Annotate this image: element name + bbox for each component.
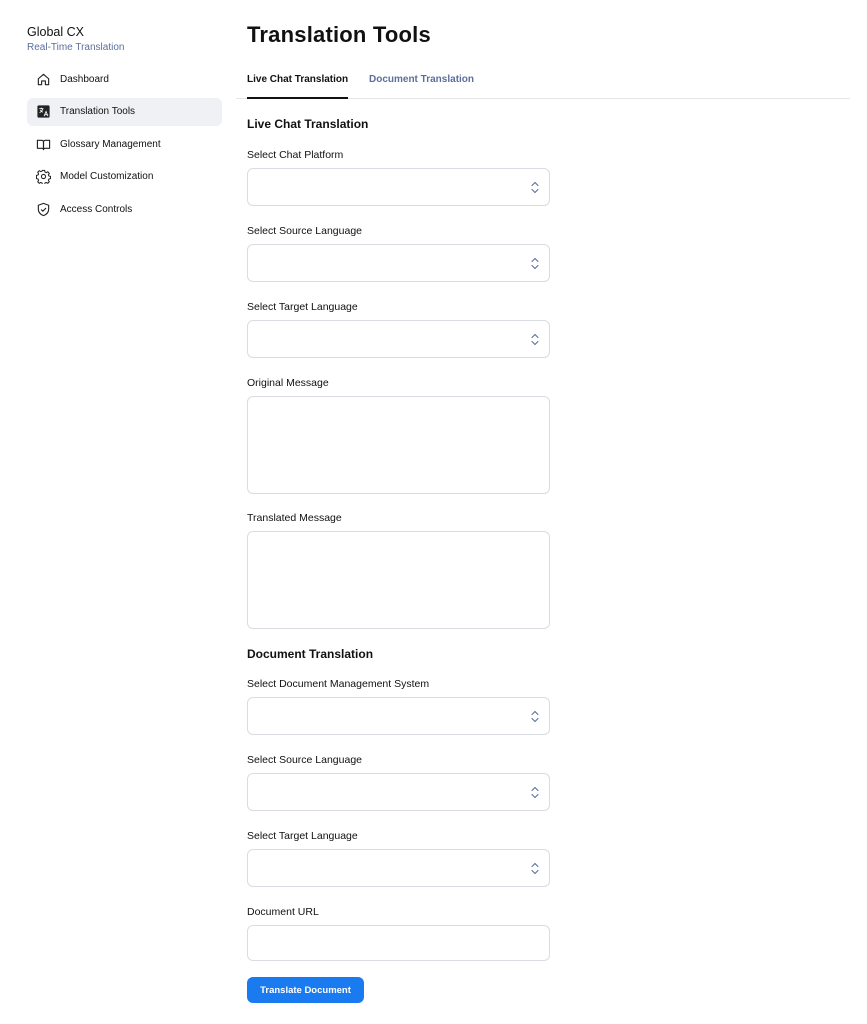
sidebar-item-label: Access Controls (60, 203, 133, 215)
page-title: Translation Tools (247, 22, 431, 47)
sidebar-item-access-controls[interactable] (27, 195, 222, 223)
original-message-textarea[interactable] (247, 396, 550, 494)
sidebar-item-label: Model Customization (60, 171, 154, 182)
chevron-up-down-icon (530, 256, 540, 271)
gear-icon (36, 169, 51, 184)
doc-target-language-label: Select Target Language (247, 830, 358, 842)
tab-live-chat-translation[interactable]: Live Chat Translation (247, 64, 348, 99)
sidebar-item-label: Glossary Management (60, 138, 161, 150)
chevron-up-down-icon (530, 785, 540, 800)
document-url-label: Document URL (247, 906, 319, 918)
sidebar-item-label: Dashboard (60, 73, 109, 85)
translated-message-label: Translated Message (247, 512, 342, 524)
chevron-up-down-icon (530, 180, 540, 195)
sidebar (0, 0, 236, 1024)
tab-bar (236, 64, 850, 99)
live-chat-heading: Live Chat Translation (247, 117, 369, 131)
sidebar-item-translation-tools[interactable] (27, 98, 222, 126)
sidebar-item-dashboard[interactable] (27, 65, 222, 93)
chat-platform-select[interactable] (247, 168, 550, 206)
sidebar-item-glossary-management[interactable] (27, 130, 222, 158)
doc-source-language-label: Select Source Language (247, 754, 363, 766)
tab-document-translation[interactable]: Document Translation (369, 74, 475, 85)
document-url-input[interactable] (247, 925, 550, 961)
home-icon (36, 72, 51, 87)
chevron-up-down-icon (530, 861, 540, 876)
brand-title: Global CX (27, 25, 84, 39)
chat-target-language-label: Select Target Language (247, 301, 358, 313)
chat-source-language-select[interactable] (247, 244, 550, 282)
dms-label: Select Document Management System (247, 678, 430, 690)
main-content (236, 0, 867, 1024)
chevron-up-down-icon (530, 332, 540, 347)
sidebar-item-model-customization[interactable] (27, 163, 222, 191)
document-heading: Document Translation (247, 647, 374, 661)
sidebar-nav (27, 65, 222, 228)
brand (27, 25, 124, 55)
translate-document-button[interactable]: Translate Document (247, 977, 364, 1003)
chat-platform-label: Select Chat Platform (247, 149, 344, 161)
sidebar-item-label: Translation Tools (60, 106, 136, 117)
doc-source-language-select[interactable] (247, 773, 550, 811)
dms-select[interactable] (247, 697, 550, 735)
chevron-up-down-icon (530, 709, 540, 724)
book-icon (36, 137, 51, 152)
translate-icon (36, 104, 51, 119)
original-message-label: Original Message (247, 377, 329, 389)
brand-subtitle: Real-Time Translation (27, 42, 125, 53)
chat-source-language-label: Select Source Language (247, 225, 363, 237)
translated-message-textarea[interactable] (247, 531, 550, 629)
doc-target-language-select[interactable] (247, 849, 550, 887)
chat-target-language-select[interactable] (247, 320, 550, 358)
shield-check-icon (36, 202, 51, 217)
